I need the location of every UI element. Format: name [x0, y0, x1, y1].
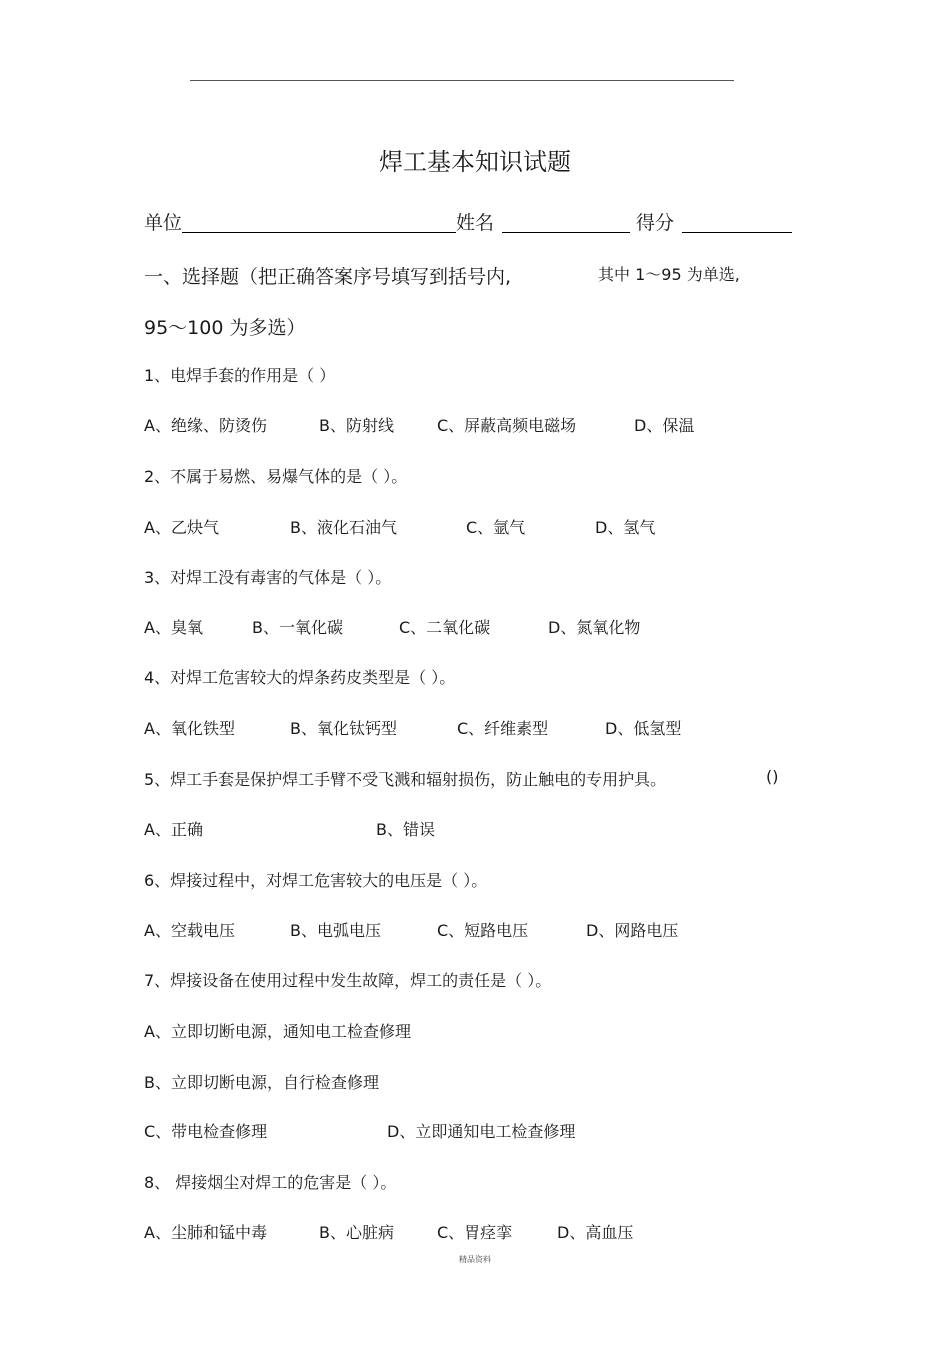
option-a: A、空载电压 — [144, 921, 235, 940]
option-a: A、乙炔气 — [144, 518, 219, 537]
option-d: D、低氢型 — [605, 719, 682, 738]
option-c: C、带电检查修理 — [144, 1122, 268, 1141]
option-c: C、氩气 — [466, 518, 526, 537]
option-a: A、立即切断电源，通知电工检查修理 — [144, 1022, 411, 1041]
option-d: D、网路电压 — [586, 921, 679, 940]
question-stem: 5、焊工手套是保护焊工手臂不受飞溅和辐射损伤，防止触电的专用护具。 — [144, 770, 667, 789]
option-b: B、心脏病 — [319, 1223, 394, 1242]
question-stem: 4、对焊工危害较大的焊条药皮类型是（ ）。 — [144, 668, 456, 687]
question-stem: 6、焊接过程中，对焊工危害较大的电压是（ ）。 — [144, 871, 488, 890]
section-heading-line1-b: 其中 1～95 为单选, — [598, 265, 740, 284]
page-title: 焊工基本知识试题 — [379, 148, 571, 176]
option-d: D、保温 — [634, 416, 695, 435]
section-heading-line1: 一、选择题（把正确答案序号填写到括号内, — [144, 266, 512, 288]
question-stem: 2、不属于易燃、易爆气体的是（ ）。 — [144, 467, 408, 486]
name-blank[interactable] — [502, 212, 630, 233]
unit-blank[interactable] — [182, 212, 456, 233]
option-d: D、氮氧化物 — [548, 618, 641, 637]
option-b: B、一氧化碳 — [252, 618, 343, 637]
top-rule — [190, 80, 734, 81]
answer-bracket: () — [766, 767, 779, 786]
option-b: B、立即切断电源，自行检查修理 — [144, 1073, 379, 1092]
question-stem: 3、对焊工没有毒害的气体是（ ）。 — [144, 568, 392, 587]
question-stem: 8、 焊接烟尘对焊工的危害是（ ）。 — [144, 1173, 397, 1192]
option-c: C、屏蔽高频电磁场 — [437, 416, 577, 435]
option-a: A、绝缘、防烫伤 — [144, 416, 267, 435]
unit-label: 单位 — [144, 212, 183, 234]
option-b: B、防射线 — [319, 416, 394, 435]
score-blank[interactable] — [682, 212, 792, 233]
header-fields — [144, 208, 792, 235]
score-label: 得分 — [636, 212, 675, 234]
option-b: B、氧化钛钙型 — [290, 719, 397, 738]
option-d: D、氢气 — [595, 518, 656, 537]
section-heading-line2: 95～100 为多选） — [144, 317, 306, 339]
footer-note: 精品资料 — [459, 1255, 491, 1264]
option-a: A、臭氧 — [144, 618, 203, 637]
option-c: C、短路电压 — [437, 921, 529, 940]
option-c: C、二氧化碳 — [399, 618, 491, 637]
option-c: C、胃痉挛 — [437, 1223, 513, 1242]
option-d: D、高血压 — [557, 1223, 634, 1242]
option-a: A、氧化铁型 — [144, 719, 235, 738]
option-a: A、正确 — [144, 820, 203, 839]
option-d: D、立即通知电工检查修理 — [387, 1122, 576, 1141]
option-b: B、错误 — [376, 820, 435, 839]
question-stem: 7、焊接设备在使用过程中发生故障，焊工的责任是（ ）。 — [144, 971, 552, 990]
name-label: 姓名 — [456, 212, 495, 234]
option-a: A、尘肺和锰中毒 — [144, 1223, 267, 1242]
option-b: B、电弧电压 — [290, 921, 381, 940]
option-c: C、纤维素型 — [457, 719, 549, 738]
question-stem: 1、电焊手套的作用是（ ） — [144, 366, 336, 385]
option-b: B、液化石油气 — [290, 518, 397, 537]
